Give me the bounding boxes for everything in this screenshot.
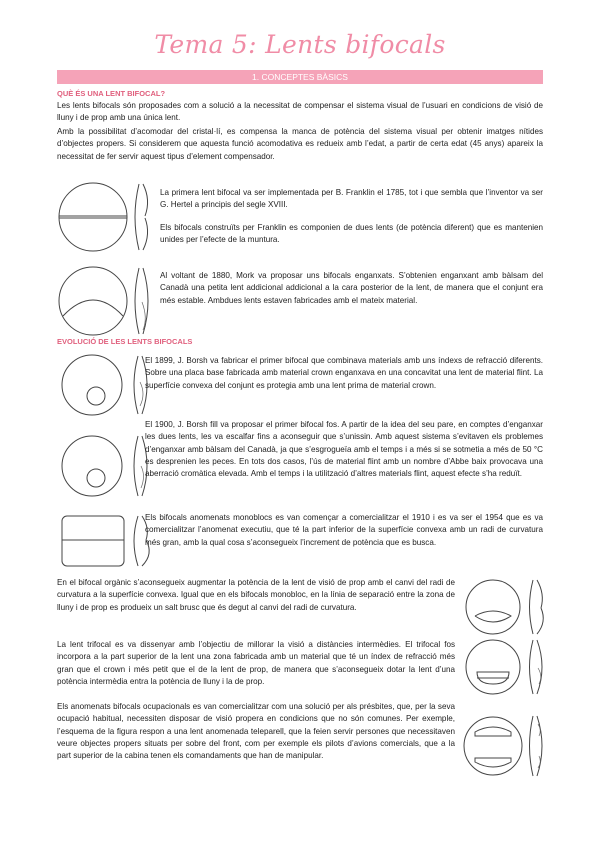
section-banner: 1. CONCEPTES BÀSICS	[57, 70, 543, 84]
franklin-bifocal-figure	[55, 178, 155, 256]
cemented-bifocal-figure	[55, 262, 155, 340]
section1-paragraph-1: Les lents bifocals són proposades com a solució a la necessitat de compensar el sistema visual de l’usuari en condicions de visió de lluny i de prop amb una única lent.	[57, 101, 543, 123]
section2-heading: EVOLUCIÓ DE LES LENTS BIFOCALS	[57, 337, 193, 346]
page-title: Tema 5: Lents bifocals	[154, 30, 446, 59]
franklin-construction-paragraph: Els bifocals construïts per Franklin es componien de dues lents (de potència diferent) que es mantenien unides per l’efecte de la muntura.	[160, 223, 543, 245]
section1-paragraph-2: Amb la possibilitat d’acomodar del cristal·lí, es compensa la manca de potència del sistema visual per obtenir imatges nítides d’objectes propers. Si considerem que aquesta funció acomodativa es redueix amb l’edat, a partir de certa edat (45 anys) apareix la necessitat de fer servir aquest tipus d’element compensador.	[57, 127, 543, 161]
fused-bifocal-figure	[58, 430, 158, 502]
borsh-fused-paragraph: El 1900, J. Borsh fill va proposar el primer bifocal fos. A partir de la idea del seu pare, en comptes d’enganxar les dues lents, les va escalfar fins a aconseguir que s’unissin. Amb aquest sistema s’evitaven els problemes d’enganxar amb bàlsam del Canadà, ja que s’esgrogueïa amb el temps i a més si se sotmetia a més de 50 °C es desprenien les peces. En tots dos casos, l’ús de material flint amb un nombre d’Abbe baix provocava una aberració cromàtica elevada. Amb el temps i la utilització d’altres materials flint, aquest efecte s’ha reduït.	[145, 420, 543, 479]
franklin-paragraph: La primera lent bifocal va ser implementada per B. Franklin el 1785, tot i que sembla que l’inventor va ser G. Hertel a principis del segle XVIII.	[160, 188, 543, 210]
borsh-cemented-figure	[58, 352, 158, 418]
occupational-paragraph: Els anomenats bifocals ocupacionals es van comercialitzar com una solució per als présbites, que, per la seva ocupació habitual, necessiten disposar de visió propera en condicions que no són comunes. Per exemple, l’esquema de la figura respon a una lent anomenada teleparell, que la feien servir persones que necessitaven veure objectes propers situats per sobre del front, com per exemple els pilots d’avions comercials, que a la part superior de la cabina tenen els comandaments que han de manipular.	[57, 702, 455, 761]
organic-bifocal-paragraph: En el bifocal orgànic s’aconsegueix augmentar la potència de la lent de visió de prop amb el canvi del radi de curvatura a la superfície convexa. Igual que en els bifocals monobloc, en la línia de separació entre la zona de lluny i de prop es produeix un salt brusc que és degut al canvi del radi de curvatura.	[57, 578, 455, 612]
section1-heading: QUÈ ÉS UNA LENT BIFOCAL?	[57, 89, 166, 98]
trifocal-figure	[463, 636, 551, 698]
executive-bifocal-figure	[58, 510, 158, 572]
mork-paragraph: Al voltant de 1880, Mork va proposar uns bifocals enganxats. S’obtenien enganxant amb bàlsam del Canadà una petita lent addicional addicional a la cara posterior de la lent, de manera que el conjunt era més estable. Ambdues lents estaven fabricades amb el mateix material.	[160, 271, 543, 305]
borsh-paragraph: El 1899, J. Borsh va fabricar el primer bifocal que combinava materials amb uns índexs de refracció diferents. Sobre una placa base fabricada amb material crown enganxava en una concavitat una lent de material flint. La superfície convexa del conjunt es protegia amb una lent prima de material crown.	[145, 356, 543, 390]
trifocal-paragraph: La lent trifocal es va dissenyar amb l’objectiu de millorar la visió a distàncies intermèdies. El trifocal fos incorpora a la part superior de la lent una zona fabricada amb un material que té un índex de refracció més gran que el crown i més petit que el de la lent de prop, de manera que s’aconsegueix dotar la lent d’una potència intermèdia entra la potència de lluny i la de prop.	[57, 640, 455, 686]
occupational-bifocal-figure	[463, 710, 551, 782]
monobloc-paragraph: Els bifocals anomenats monoblocs es van començar a comercialitzar el 1910 i es va ser el 1954 que es va comercialitzar l’anomenat executiu, que té la part inferior de la superfície convexa amb un radi de curvatura més gran, amb la qual cosa s’aconsegueix l’increment de potència que es busca.	[145, 513, 543, 547]
organic-bifocal-figure	[463, 576, 551, 638]
